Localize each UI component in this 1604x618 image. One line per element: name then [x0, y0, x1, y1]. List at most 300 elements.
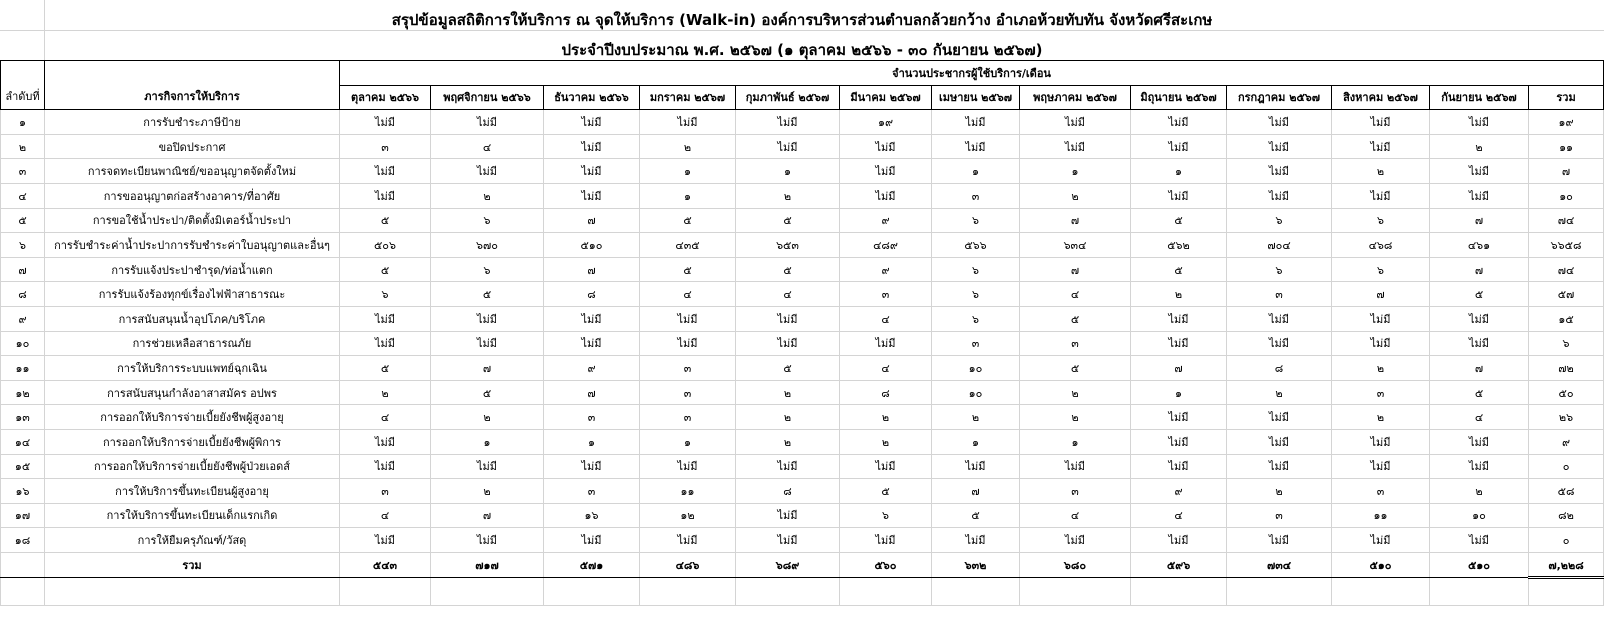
month-value: ๒ [340, 380, 431, 405]
month-value: ๕ [640, 257, 736, 282]
row-total: ๐ [1529, 454, 1604, 479]
month-value: ๑ [1131, 159, 1227, 184]
month-value: ๒ [1332, 356, 1430, 381]
month-value: ๖ [431, 257, 544, 282]
table-row [1, 282, 1604, 307]
header-month: สิงหาคม ๒๕๖๗ [1332, 85, 1430, 110]
month-value: ๕๖๖ [932, 233, 1020, 258]
month-value: ๔ [736, 282, 840, 307]
month-value: ไม่มี [640, 110, 736, 135]
month-value: ไม่มี [1430, 110, 1529, 135]
month-value: ๒ [736, 405, 840, 430]
month-value: ไม่มี [1332, 331, 1430, 356]
month-value: ไม่มี [1430, 306, 1529, 331]
month-value: ๑ [932, 159, 1020, 184]
document-title: สรุปข้อมูลสถิติการให้บริการ ณ จุดให้บริการ (Walk-in) องค์การบริหารส่วนตำบลกล้วยกว้าง อำเภอห้วยทับทัน จังหวัดศรีสะเกษ [391, 11, 1213, 29]
month-value: ไม่มี [340, 331, 431, 356]
month-value: ๕ [431, 380, 544, 405]
month-value: ไม่มี [1332, 429, 1430, 454]
month-value: ไม่มี [1227, 331, 1332, 356]
blank-row [1, 578, 1604, 606]
service-name: การให้บริการขึ้นทะเบียนเด็กแรกเกิด [45, 503, 340, 528]
month-value: ๕ [1430, 282, 1529, 307]
empty-cell [1529, 578, 1604, 606]
month-value: ไม่มี [1227, 306, 1332, 331]
service-name: การออกให้บริการจ่ายเบี้ยยังชีพผู้พิการ [45, 429, 340, 454]
month-value: ไม่มี [544, 183, 640, 208]
month-value: ไม่มี [431, 110, 544, 135]
service-name: การขออนุญาตก่อสร้างอาคาร/ที่อาศัย [45, 183, 340, 208]
month-value: ๔๓๕ [640, 233, 736, 258]
row-total: ๕๗ [1529, 282, 1604, 307]
month-value: ๑๐ [932, 356, 1020, 381]
empty-cell [431, 578, 544, 606]
empty-cell [932, 578, 1020, 606]
header-no: ลำดับที่ [1, 61, 45, 110]
month-value: ไม่มี [1020, 454, 1131, 479]
empty-cell [640, 578, 736, 606]
month-value: ๕ [736, 356, 840, 381]
table-row [1, 110, 1604, 135]
month-value: ไม่มี [1131, 454, 1227, 479]
month-value: ไม่มี [932, 528, 1020, 553]
service-name: การให้บริการระบบแพทย์ฉุกเฉิน [45, 356, 340, 381]
month-value: ๓ [1020, 479, 1131, 504]
month-value: ๘ [840, 380, 932, 405]
month-value: ๕ [1020, 306, 1131, 331]
month-value: ๔ [1430, 405, 1529, 430]
month-value: ๗ [1332, 282, 1430, 307]
month-value: ๒ [1020, 405, 1131, 430]
sum-value: ๖๘๙ [736, 552, 840, 578]
empty-cell [1131, 578, 1227, 606]
table-row [1, 479, 1604, 504]
month-value: ๑ [1020, 159, 1131, 184]
row-total: ๒๖ [1529, 405, 1604, 430]
month-value: ๕ [736, 208, 840, 233]
month-value: ๓ [1332, 479, 1430, 504]
month-value: ๒ [1430, 479, 1529, 504]
month-value: ๑ [932, 429, 1020, 454]
month-value: ๔ [431, 134, 544, 159]
header-total: รวม [1529, 85, 1604, 110]
month-value: ๖ [1332, 208, 1430, 233]
month-value: ๖ [1332, 257, 1430, 282]
month-value: ไม่มี [431, 528, 544, 553]
row-number: ๑ [1, 110, 45, 135]
header-month: มีนาคม ๒๕๖๗ [840, 85, 932, 110]
month-value: ๑๙ [840, 110, 932, 135]
row-number: ๑๔ [1, 429, 45, 454]
service-name: การจดทะเบียนพาณิชย์/ขออนุญาตจัดตั้งใหม่ [45, 159, 340, 184]
row-number: ๕ [1, 208, 45, 233]
header-month: พฤษภาคม ๒๕๖๗ [1020, 85, 1131, 110]
month-value: ๖๓๔ [1020, 233, 1131, 258]
month-value: ๔๘๙ [840, 233, 932, 258]
row-total: ๖ [1529, 331, 1604, 356]
month-value: ไม่มี [1227, 134, 1332, 159]
month-value: ไม่มี [932, 454, 1020, 479]
month-value: ไม่มี [1430, 159, 1529, 184]
month-value: ๕ [932, 503, 1020, 528]
month-value: ๑๖ [544, 503, 640, 528]
month-value: ไม่มี [840, 159, 932, 184]
service-name: ขอปิดประกาศ [45, 134, 340, 159]
empty-cell [544, 578, 640, 606]
month-value: ไม่มี [736, 306, 840, 331]
month-value: ๘ [544, 282, 640, 307]
month-value: ไม่มี [1227, 110, 1332, 135]
month-value: ๕๐๖ [340, 233, 431, 258]
month-value: ๗ [1020, 257, 1131, 282]
month-value: ๓ [640, 356, 736, 381]
row-total: ๑๑ [1529, 134, 1604, 159]
table-row [1, 331, 1604, 356]
row-total: ๙ [1529, 429, 1604, 454]
month-value: ๖ [431, 208, 544, 233]
month-value: ไม่มี [340, 454, 431, 479]
month-value: ๑๑ [1332, 503, 1430, 528]
row-total: ๘๒ [1529, 503, 1604, 528]
row-total: ๗ [1529, 159, 1604, 184]
month-value: ไม่มี [544, 306, 640, 331]
service-name: การให้บริการขึ้นทะเบียนผู้สูงอายุ [45, 479, 340, 504]
month-value: ๑ [1020, 429, 1131, 454]
month-value: ไม่มี [840, 134, 932, 159]
month-value: ไม่มี [736, 528, 840, 553]
month-value: ๖ [1227, 257, 1332, 282]
sum-value: ๖๓๒ [932, 552, 1020, 578]
header-month: ธันวาคม ๒๕๖๖ [544, 85, 640, 110]
month-value: ๒ [1332, 405, 1430, 430]
service-name: การออกให้บริการจ่ายเบี้ยยังชีพผู้ป่วยเอดส์ [45, 454, 340, 479]
empty-cell [340, 578, 431, 606]
month-value: ๔ [640, 282, 736, 307]
month-value: ไม่มี [1430, 429, 1529, 454]
month-value: ไม่มี [1227, 159, 1332, 184]
month-value: ไม่มี [1131, 110, 1227, 135]
month-value: ไม่มี [544, 159, 640, 184]
month-value: ไม่มี [544, 134, 640, 159]
month-value: ๕ [640, 208, 736, 233]
service-name: การให้ยืมครุภัณฑ์/วัสดุ [45, 528, 340, 553]
empty-cell [1020, 578, 1131, 606]
month-value: ไม่มี [340, 528, 431, 553]
month-value: ๓ [1332, 380, 1430, 405]
month-value: ไม่มี [1227, 528, 1332, 553]
month-value: ไม่มี [840, 454, 932, 479]
month-value: ๗ [1430, 208, 1529, 233]
month-value: ๓ [1020, 331, 1131, 356]
month-value: ไม่มี [544, 110, 640, 135]
month-value: ไม่มี [1430, 454, 1529, 479]
row-total: ๑๕ [1529, 306, 1604, 331]
month-value: ๒ [1227, 380, 1332, 405]
month-value: ไม่มี [431, 454, 544, 479]
sum-value: ๔๘๖ [640, 552, 736, 578]
month-value: ไม่มี [640, 454, 736, 479]
month-value: ๖ [932, 306, 1020, 331]
table-row [1, 454, 1604, 479]
month-value: ๕ [736, 257, 840, 282]
sum-value: ๕๖๐ [840, 552, 932, 578]
sum-value: ๕๙๖ [1131, 552, 1227, 578]
header-month: มิถุนายน ๒๕๖๗ [1131, 85, 1227, 110]
month-value: ไม่มี [431, 331, 544, 356]
month-value: ๔ [1020, 282, 1131, 307]
row-total: ๑๐ [1529, 183, 1604, 208]
month-value: ไม่มี [1332, 134, 1430, 159]
month-value: ๗ [544, 257, 640, 282]
month-value: ไม่มี [1131, 528, 1227, 553]
row-total: ๗๒ [1529, 356, 1604, 381]
sum-value: ๕๑๐ [1430, 552, 1529, 578]
service-name: การขอใช้น้ำประปา/ติดตั้งมิเตอร์น้ำประปา [45, 208, 340, 233]
month-value: ไม่มี [1332, 454, 1430, 479]
header-month: ตุลาคม ๒๕๖๖ [340, 85, 431, 110]
month-value: ๑ [640, 429, 736, 454]
month-value: ๗ [544, 208, 640, 233]
month-value: ๔ [1131, 503, 1227, 528]
month-value: ๓ [840, 282, 932, 307]
month-value: ไม่มี [932, 134, 1020, 159]
row-number: ๑๘ [1, 528, 45, 553]
table-row [1, 405, 1604, 430]
month-value: ไม่มี [1227, 405, 1332, 430]
month-value: ไม่มี [340, 429, 431, 454]
month-value: ๒ [840, 429, 932, 454]
month-value: ไม่มี [1131, 306, 1227, 331]
month-value: ๒ [1332, 159, 1430, 184]
service-name: การรับชำระภาษีป้าย [45, 110, 340, 135]
month-value: ๙ [544, 356, 640, 381]
month-value: ไม่มี [736, 134, 840, 159]
header-month: พฤศจิกายน ๒๕๖๖ [431, 85, 544, 110]
month-value: ๑ [640, 183, 736, 208]
sum-value: ๖๘๐ [1020, 552, 1131, 578]
month-value: ไม่มี [640, 331, 736, 356]
month-value: ๖๗๐ [431, 233, 544, 258]
month-value: ๔๖๑ [1430, 233, 1529, 258]
month-value: ๒ [431, 183, 544, 208]
month-value: ๒ [1020, 380, 1131, 405]
month-value: ๑ [431, 429, 544, 454]
month-value: ๗ [1430, 257, 1529, 282]
sum-value: ๕๔๓ [340, 552, 431, 578]
row-total: ๗๔ [1529, 208, 1604, 233]
service-name: การออกให้บริการจ่ายเบี้ยยังชีพผู้สูงอายุ [45, 405, 340, 430]
table-row [1, 183, 1604, 208]
empty-cell [1332, 578, 1430, 606]
month-value: ไม่มี [1131, 183, 1227, 208]
month-value: ๗ [431, 503, 544, 528]
month-value: ไม่มี [340, 183, 431, 208]
month-value: ๖๕๓ [736, 233, 840, 258]
month-value: ๒ [1227, 479, 1332, 504]
month-value: ๙ [1131, 479, 1227, 504]
row-total: ๖๖๕๘ [1529, 233, 1604, 258]
month-value: ไม่มี [1430, 183, 1529, 208]
month-value: ไม่มี [736, 503, 840, 528]
header-month: มกราคม ๒๕๖๗ [640, 85, 736, 110]
empty-cell [1430, 578, 1529, 606]
month-value: ๒ [736, 429, 840, 454]
month-value: ๒ [1430, 134, 1529, 159]
month-value: ๑๐ [932, 380, 1020, 405]
month-value: ๕ [340, 208, 431, 233]
month-value: ไม่มี [544, 331, 640, 356]
month-value: ไม่มี [932, 110, 1020, 135]
row-number: ๑๕ [1, 454, 45, 479]
month-value: ๗ [1020, 208, 1131, 233]
month-value: ไม่มี [1430, 528, 1529, 553]
month-value: ๕ [340, 356, 431, 381]
month-value: ไม่มี [340, 110, 431, 135]
empty-cell [736, 578, 840, 606]
table-row [1, 528, 1604, 553]
sum-value: ๗๓๔ [1227, 552, 1332, 578]
month-value: ไม่มี [1131, 405, 1227, 430]
month-value: ๒ [840, 405, 932, 430]
row-total: ๑๙ [1529, 110, 1604, 135]
row-number: ๑๓ [1, 405, 45, 430]
sum-label: รวม [45, 552, 340, 578]
month-value: ๕ [340, 257, 431, 282]
row-number: ๗ [1, 257, 45, 282]
month-value: ๗ [431, 356, 544, 381]
month-value: ๔ [840, 306, 932, 331]
month-value: ไม่มี [840, 183, 932, 208]
month-value: ๗ [1131, 356, 1227, 381]
month-value: ไม่มี [1131, 331, 1227, 356]
service-name: การรับแจ้งประปาชำรุด/ท่อน้ำแตก [45, 257, 340, 282]
table-row [1, 159, 1604, 184]
month-value: ไม่มี [340, 306, 431, 331]
service-name: การรับแจ้งร้องทุกข์เรื่องไฟฟ้าสาธารณะ [45, 282, 340, 307]
table-row [1, 134, 1604, 159]
table-row [1, 257, 1604, 282]
month-value: ๔ [340, 503, 431, 528]
month-value: ไม่มี [431, 306, 544, 331]
empty-cell [1, 578, 45, 606]
sum-value: ๕๗๑ [544, 552, 640, 578]
month-value: ๕ [1131, 208, 1227, 233]
month-value: ๓ [1227, 503, 1332, 528]
month-value: ๒ [932, 405, 1020, 430]
month-value: ๖ [1227, 208, 1332, 233]
month-value: ๑ [640, 159, 736, 184]
month-value: ๓ [544, 479, 640, 504]
month-value: ๕๖๒ [1131, 233, 1227, 258]
month-value: ๖ [932, 282, 1020, 307]
month-value: ๕๑๐ [544, 233, 640, 258]
month-value: ไม่มี [544, 454, 640, 479]
table-header [1, 61, 1604, 110]
table-row [1, 306, 1604, 331]
month-value: ๗ [544, 380, 640, 405]
month-value: ไม่มี [1020, 528, 1131, 553]
sum-value: ๗๑๗ [431, 552, 544, 578]
table-row [1, 429, 1604, 454]
row-total: ๕๘ [1529, 479, 1604, 504]
month-value: ไม่มี [1332, 528, 1430, 553]
month-value: ๓ [932, 183, 1020, 208]
month-value: ไม่มี [640, 528, 736, 553]
row-total: ๕๐ [1529, 380, 1604, 405]
month-value: ๑ [544, 429, 640, 454]
month-value: ไม่มี [1020, 110, 1131, 135]
month-value: ไม่มี [1131, 134, 1227, 159]
month-value: ๓ [340, 479, 431, 504]
month-value: ๔๖๘ [1332, 233, 1430, 258]
month-value: ๓ [1227, 282, 1332, 307]
sum-row [1, 552, 1604, 578]
month-value: ๑๑ [640, 479, 736, 504]
month-value: ๕ [840, 479, 932, 504]
row-number: ๔ [1, 183, 45, 208]
month-value: ๔ [340, 405, 431, 430]
month-value: ๑ [1131, 380, 1227, 405]
month-value: ๙ [840, 257, 932, 282]
month-value: ไม่มี [1020, 134, 1131, 159]
statistics-table [0, 60, 1604, 606]
service-name: การสนับสนุนน้ำอุปโภค/บริโภค [45, 306, 340, 331]
month-value: ไม่มี [340, 159, 431, 184]
table-row [1, 503, 1604, 528]
month-value: ๘ [736, 479, 840, 504]
month-value: ไม่มี [640, 306, 736, 331]
table-row [1, 233, 1604, 258]
sum-spacer [1, 552, 45, 578]
row-number: ๑๖ [1, 479, 45, 504]
row-number: ๙ [1, 306, 45, 331]
month-value: ไม่มี [1430, 331, 1529, 356]
month-value: ๑๐ [1430, 503, 1529, 528]
month-value: ไม่มี [1131, 429, 1227, 454]
grand-total: ๗,๒๒๘ [1529, 552, 1604, 578]
month-value: ๗๐๔ [1227, 233, 1332, 258]
row-total: ๗๔ [1529, 257, 1604, 282]
month-value: ๗ [1430, 356, 1529, 381]
header-month: กันยายน ๒๕๖๗ [1430, 85, 1529, 110]
month-value: ๑๒ [640, 503, 736, 528]
month-value: ๖ [932, 208, 1020, 233]
month-value: ๕ [431, 282, 544, 307]
month-value: ๕ [1131, 257, 1227, 282]
row-number: ๖ [1, 233, 45, 258]
month-value: ไม่มี [431, 159, 544, 184]
month-value: ไม่มี [1227, 429, 1332, 454]
month-value: ไม่มี [1332, 306, 1430, 331]
row-number: ๑๐ [1, 331, 45, 356]
month-value: ไม่มี [1332, 110, 1430, 135]
month-value: ๑ [736, 159, 840, 184]
month-value: ๒ [736, 380, 840, 405]
month-value: ๔ [1020, 503, 1131, 528]
header-group: จำนวนประชากรผู้ใช้บริการ/เดือน [340, 61, 1604, 86]
header-month: กรกฎาคม ๒๕๖๗ [1227, 85, 1332, 110]
month-value: ๕ [1430, 380, 1529, 405]
month-value: ไม่มี [544, 528, 640, 553]
month-value: ๓ [340, 134, 431, 159]
month-value: ๓ [932, 331, 1020, 356]
empty-cell [45, 578, 340, 606]
month-value: ไม่มี [736, 110, 840, 135]
row-total: ๐ [1529, 528, 1604, 553]
header-service: ภารกิจการให้บริการ [45, 61, 340, 110]
month-value: ไม่มี [736, 454, 840, 479]
month-value: ๖ [340, 282, 431, 307]
